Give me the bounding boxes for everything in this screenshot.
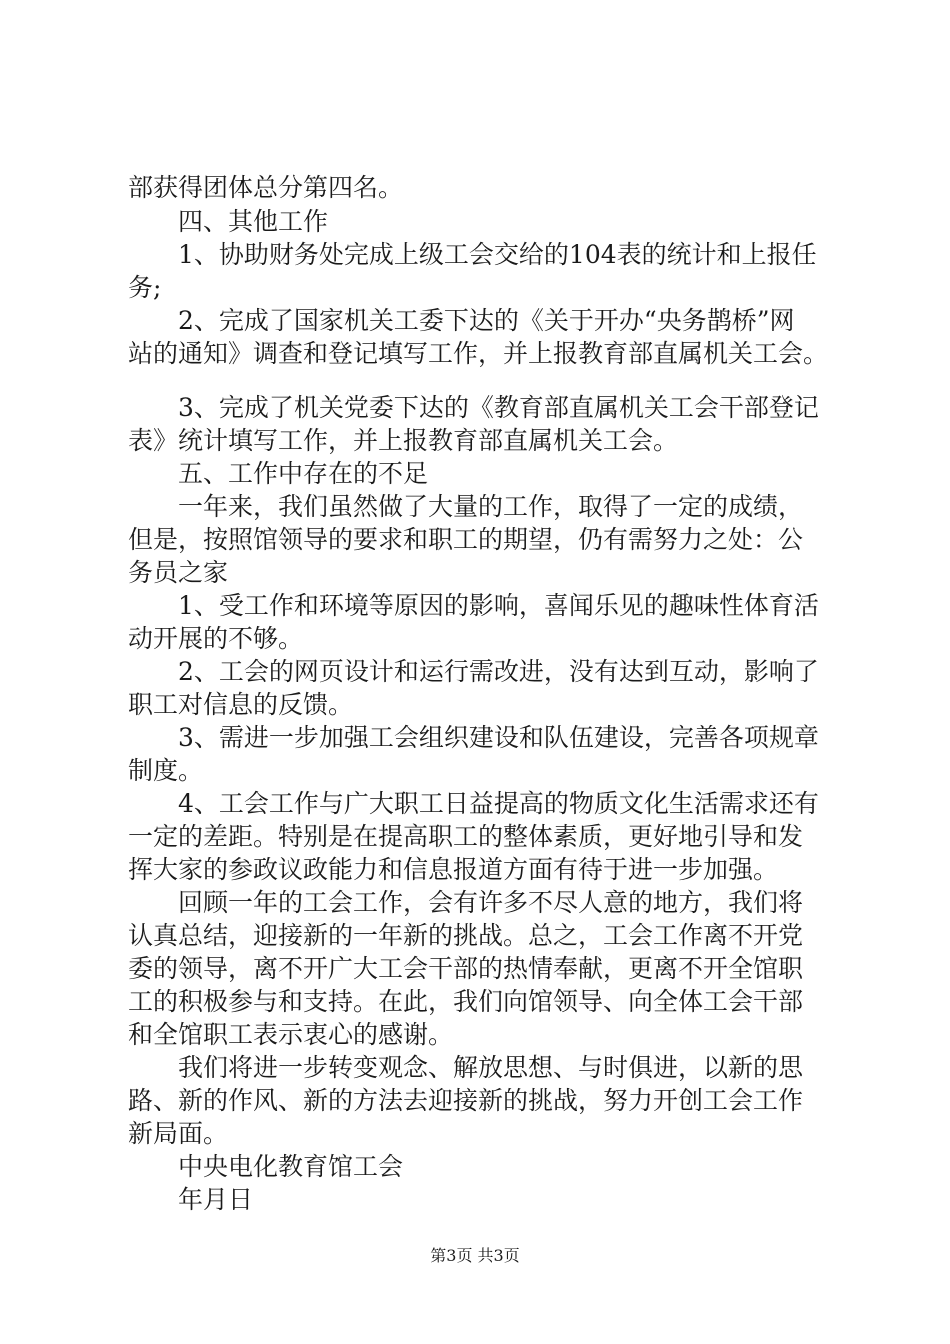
signature-organization: 中央电化教育馆工会 (178, 1152, 404, 1181)
text-line: 4、工会工作与广大职工日益提高的物质文化生活需求还有 (178, 789, 819, 818)
text-line: 挥大家的参政议政能力和信息报道方面有待于进一步加强。 (128, 855, 779, 884)
text-line: 务; (128, 273, 162, 302)
text-line: 3、完成了机关党委下达的《教育部直属机关工会干部登记 (178, 393, 819, 422)
text-line: 和全馆职工表示衷心的感谢。 (128, 1020, 454, 1049)
text-line: 2、完成了国家机关工委下达的《关于开办“央务鹊桥”网 (178, 306, 795, 335)
text-line: 但是，按照馆领导的要求和职工的期望，仍有需努力之处：公 (128, 525, 804, 554)
text-line: 站的通知》调查和登记填写工作，并上报教育部直属机关工会。 (128, 339, 829, 368)
text-line: 务员之家 (128, 558, 229, 587)
text-line: 职工对信息的反馈。 (128, 690, 354, 719)
signature-date: 年月日 (178, 1185, 254, 1214)
text-line: 动开展的不够。 (128, 624, 304, 653)
text-line: 我们将进一步转变观念、解放思想、与时俱进，以新的思 (178, 1053, 804, 1082)
section-heading: 五、工作中存在的不足 (178, 459, 429, 488)
text-line: 表》统计填写工作，并上报教育部直属机关工会。 (128, 426, 679, 455)
text-line: 一定的差距。特别是在提高职工的整体素质，更好地引导和发 (128, 822, 804, 851)
text-line: 3、需进一步加强工会组织建设和队伍建设，完善各项规章 (178, 723, 819, 752)
text-line: 1、协助财务处完成上级工会交给的104表的统计和上报任 (178, 240, 817, 269)
section-heading: 四、其他工作 (178, 207, 329, 236)
text-line: 工的积极参与和支持。在此，我们向馆领导、向全体工会干部 (128, 987, 804, 1016)
text-line: 制度。 (128, 756, 204, 785)
text-line: 新局面。 (128, 1119, 229, 1148)
text-line: 一年来，我们虽然做了大量的工作，取得了一定的成绩， (178, 492, 804, 521)
text-line: 回顾一年的工会工作，会有许多不尽人意的地方，我们将 (178, 888, 804, 917)
text-line: 1、受工作和环境等原因的影响，喜闻乐见的趣味性体育活 (178, 591, 819, 620)
text-line: 路、新的作风、新的方法去迎接新的挑战，努力开创工会工作 (128, 1086, 804, 1115)
page-number: 第3页 共3页 (430, 1246, 520, 1265)
text-line: 委的领导，离不开广大工会干部的热情奉献，更离不开全馆职 (128, 954, 804, 983)
text-line: 2、工会的网页设计和运行需改进，没有达到互动，影响了 (178, 657, 819, 686)
text-line: 部获得团体总分第四名。 (128, 173, 404, 202)
text-line: 认真总结，迎接新的一年新的挑战。总之，工会工作离不开党 (128, 921, 804, 950)
